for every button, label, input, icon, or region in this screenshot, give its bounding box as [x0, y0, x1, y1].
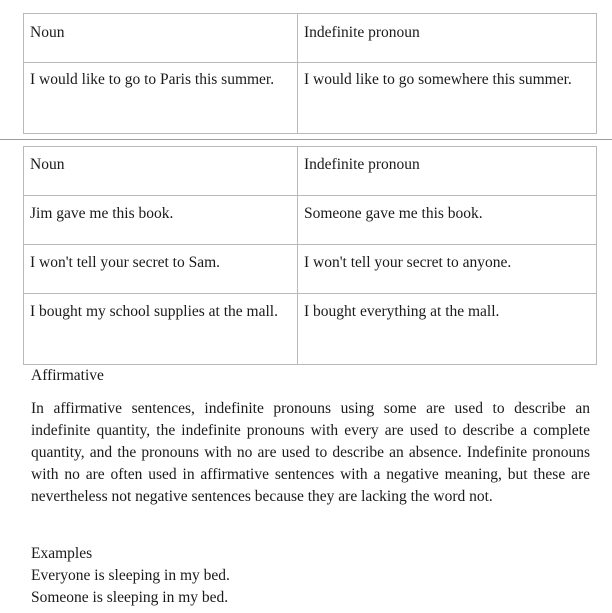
pronoun-cell: I would like to go somewhere this summer.	[298, 63, 597, 134]
table-header-row	[24, 147, 597, 196]
header-noun: Noun	[24, 147, 298, 196]
example-sentence: Everyone is sleeping in my bed.	[31, 567, 230, 584]
pronoun-cell: Someone gave me this book.	[298, 196, 597, 245]
comparison-table-2	[23, 146, 597, 365]
section-heading: Affirmative	[31, 367, 104, 384]
pronoun-cell: I bought everything at the mall.	[298, 294, 597, 365]
header-indefinite-pronoun: Indefinite pronoun	[298, 14, 597, 63]
table-row	[24, 63, 597, 134]
header-indefinite-pronoun: Indefinite pronoun	[298, 147, 597, 196]
table-row	[24, 245, 597, 294]
examples-block	[31, 543, 590, 609]
page-divider	[0, 139, 612, 140]
table-row	[24, 294, 597, 365]
examples-label: Examples	[31, 545, 93, 562]
noun-cell: Jim gave me this book.	[24, 196, 298, 245]
table-header-row	[24, 14, 597, 63]
noun-cell: I bought my school supplies at the mall.	[24, 294, 298, 365]
table-row	[24, 196, 597, 245]
comparison-table-1	[23, 13, 597, 134]
body-paragraph: In affirmative sentences, indefinite pronouns using some are used to describe an indefinite quantity, the indefinite pronouns with every are used to describe a complete quantity, and the pronouns with no are used to describe an absence. Indefinite pronouns with no are often used in affirmative sentences with a negative meaning, but these are nevertheless not negative sentences because they are lacking the word not.	[31, 400, 590, 505]
noun-cell: I won't tell your secret to Sam.	[24, 245, 298, 294]
noun-cell: I would like to go to Paris this summer.	[24, 63, 298, 134]
example-sentence: Someone is sleeping in my bed.	[31, 589, 229, 606]
pronoun-cell: I won't tell your secret to anyone.	[298, 245, 597, 294]
header-noun: Noun	[24, 14, 298, 63]
